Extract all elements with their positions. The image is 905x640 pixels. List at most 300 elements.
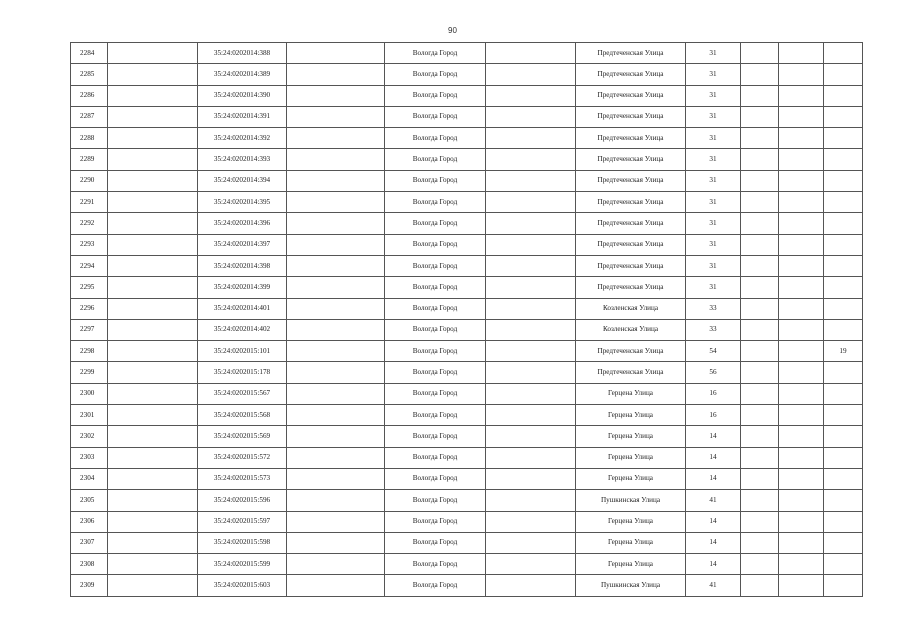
empty-cell <box>486 490 576 511</box>
empty-cell <box>486 319 576 340</box>
empty-cell <box>108 447 198 468</box>
row-number-cell: 2303 <box>71 447 108 468</box>
city-cell: Вологда Город <box>385 85 486 106</box>
empty-cell <box>108 362 198 383</box>
city-cell: Вологда Город <box>385 405 486 426</box>
street-cell: Предтеченская Улица <box>576 43 686 64</box>
row-number-cell: 2309 <box>71 575 108 596</box>
empty-cell <box>741 575 779 596</box>
empty-cell <box>287 149 385 170</box>
empty-cell <box>779 106 824 127</box>
cadastral-number-cell: 35:24:0202014:401 <box>198 298 287 319</box>
empty-cell <box>287 511 385 532</box>
house-number-cell: 56 <box>686 362 741 383</box>
city-cell: Вологда Город <box>385 468 486 489</box>
empty-cell <box>741 64 779 85</box>
house-number-cell: 31 <box>686 128 741 149</box>
table-row <box>71 554 863 575</box>
street-cell: Герцена Улица <box>576 532 686 553</box>
empty-cell <box>779 213 824 234</box>
apartment-cell <box>824 170 863 191</box>
empty-cell <box>486 255 576 276</box>
empty-cell <box>779 405 824 426</box>
empty-cell <box>287 447 385 468</box>
empty-cell <box>741 383 779 404</box>
table-row <box>71 128 863 149</box>
empty-cell <box>287 426 385 447</box>
empty-cell <box>779 468 824 489</box>
cadastral-number-cell: 35:24:0202015:569 <box>198 426 287 447</box>
empty-cell <box>287 64 385 85</box>
street-cell: Герцена Улица <box>576 383 686 404</box>
street-cell: Предтеченская Улица <box>576 213 686 234</box>
city-cell: Вологда Город <box>385 255 486 276</box>
row-number-cell: 2288 <box>71 128 108 149</box>
apartment-cell <box>824 277 863 298</box>
empty-cell <box>741 234 779 255</box>
street-cell: Предтеченская Улица <box>576 149 686 170</box>
empty-cell <box>741 128 779 149</box>
empty-cell <box>779 362 824 383</box>
empty-cell <box>741 213 779 234</box>
empty-cell <box>287 405 385 426</box>
apartment-cell <box>824 255 863 276</box>
apartment-cell <box>824 234 863 255</box>
apartment-cell: 19 <box>824 341 863 362</box>
empty-cell <box>108 255 198 276</box>
house-number-cell: 31 <box>686 234 741 255</box>
row-number-cell: 2289 <box>71 149 108 170</box>
house-number-cell: 31 <box>686 170 741 191</box>
street-cell: Пушкинская Улица <box>576 575 686 596</box>
city-cell: Вологда Город <box>385 362 486 383</box>
street-cell: Герцена Улица <box>576 447 686 468</box>
empty-cell <box>486 106 576 127</box>
empty-cell <box>741 341 779 362</box>
house-number-cell: 33 <box>686 298 741 319</box>
empty-cell <box>741 43 779 64</box>
empty-cell <box>486 447 576 468</box>
street-cell: Предтеченская Улица <box>576 277 686 298</box>
empty-cell <box>108 213 198 234</box>
table-row <box>71 511 863 532</box>
street-cell: Пушкинская Улица <box>576 490 686 511</box>
empty-cell <box>741 554 779 575</box>
cadastral-number-cell: 35:24:0202014:392 <box>198 128 287 149</box>
cadastral-number-cell: 35:24:0202015:603 <box>198 575 287 596</box>
street-cell: Предтеченская Улица <box>576 128 686 149</box>
row-number-cell: 2300 <box>71 383 108 404</box>
cadastral-number-cell: 35:24:0202015:597 <box>198 511 287 532</box>
empty-cell <box>486 85 576 106</box>
cadastral-number-cell: 35:24:0202014:397 <box>198 234 287 255</box>
empty-cell <box>108 149 198 170</box>
street-cell: Предтеченская Улица <box>576 255 686 276</box>
cadastral-number-cell: 35:24:0202015:572 <box>198 447 287 468</box>
empty-cell <box>287 319 385 340</box>
city-cell: Вологда Город <box>385 426 486 447</box>
apartment-cell <box>824 192 863 213</box>
empty-cell <box>486 192 576 213</box>
apartment-cell <box>824 128 863 149</box>
empty-cell <box>779 43 824 64</box>
table-row <box>71 149 863 170</box>
empty-cell <box>108 341 198 362</box>
table-row <box>71 43 863 64</box>
empty-cell <box>779 298 824 319</box>
row-number-cell: 2307 <box>71 532 108 553</box>
empty-cell <box>779 383 824 404</box>
city-cell: Вологда Город <box>385 532 486 553</box>
empty-cell <box>287 298 385 319</box>
empty-cell <box>486 426 576 447</box>
empty-cell <box>486 43 576 64</box>
city-cell: Вологда Город <box>385 234 486 255</box>
apartment-cell <box>824 490 863 511</box>
house-number-cell: 14 <box>686 426 741 447</box>
table-row <box>71 234 863 255</box>
empty-cell <box>779 234 824 255</box>
house-number-cell: 31 <box>686 64 741 85</box>
empty-cell <box>486 298 576 319</box>
row-number-cell: 2297 <box>71 319 108 340</box>
house-number-cell: 31 <box>686 106 741 127</box>
empty-cell <box>287 85 385 106</box>
row-number-cell: 2305 <box>71 490 108 511</box>
cadastral-number-cell: 35:24:0202014:396 <box>198 213 287 234</box>
empty-cell <box>287 106 385 127</box>
table-row <box>71 447 863 468</box>
apartment-cell <box>824 511 863 532</box>
apartment-cell <box>824 468 863 489</box>
house-number-cell: 31 <box>686 255 741 276</box>
cadastral-number-cell: 35:24:0202014:389 <box>198 64 287 85</box>
empty-cell <box>779 192 824 213</box>
table-row <box>71 170 863 191</box>
empty-cell <box>108 426 198 447</box>
empty-cell <box>779 149 824 170</box>
empty-cell <box>108 490 198 511</box>
empty-cell <box>741 255 779 276</box>
empty-cell <box>287 277 385 298</box>
empty-cell <box>779 85 824 106</box>
apartment-cell <box>824 447 863 468</box>
cadastral-number-cell: 35:24:0202015:573 <box>198 468 287 489</box>
house-number-cell: 31 <box>686 213 741 234</box>
city-cell: Вологда Город <box>385 554 486 575</box>
empty-cell <box>486 405 576 426</box>
empty-cell <box>741 277 779 298</box>
row-number-cell: 2301 <box>71 405 108 426</box>
street-cell: Герцена Улица <box>576 511 686 532</box>
apartment-cell <box>824 554 863 575</box>
cadastral-number-cell: 35:24:0202015:596 <box>198 490 287 511</box>
city-cell: Вологда Город <box>385 490 486 511</box>
empty-cell <box>741 447 779 468</box>
empty-cell <box>486 64 576 85</box>
empty-cell <box>108 64 198 85</box>
empty-cell <box>108 575 198 596</box>
house-number-cell: 33 <box>686 319 741 340</box>
table-row <box>71 298 863 319</box>
city-cell: Вологда Город <box>385 298 486 319</box>
cadastral-number-cell: 35:24:0202015:598 <box>198 532 287 553</box>
empty-cell <box>741 106 779 127</box>
empty-cell <box>287 234 385 255</box>
apartment-cell <box>824 532 863 553</box>
table-row <box>71 362 863 383</box>
empty-cell <box>287 383 385 404</box>
row-number-cell: 2287 <box>71 106 108 127</box>
house-number-cell: 16 <box>686 383 741 404</box>
cadastral-number-cell: 35:24:0202015:178 <box>198 362 287 383</box>
empty-cell <box>287 341 385 362</box>
table-row <box>71 64 863 85</box>
empty-cell <box>741 319 779 340</box>
empty-cell <box>287 213 385 234</box>
empty-cell <box>108 554 198 575</box>
empty-cell <box>741 490 779 511</box>
empty-cell <box>741 468 779 489</box>
empty-cell <box>486 532 576 553</box>
empty-cell <box>741 511 779 532</box>
row-number-cell: 2291 <box>71 192 108 213</box>
empty-cell <box>108 85 198 106</box>
row-number-cell: 2284 <box>71 43 108 64</box>
city-cell: Вологда Город <box>385 383 486 404</box>
house-number-cell: 14 <box>686 447 741 468</box>
city-cell: Вологда Город <box>385 447 486 468</box>
empty-cell <box>486 468 576 489</box>
empty-cell <box>779 575 824 596</box>
cadastral-number-cell: 35:24:0202015:567 <box>198 383 287 404</box>
street-cell: Герцена Улица <box>576 405 686 426</box>
apartment-cell <box>824 106 863 127</box>
table-row <box>71 532 863 553</box>
house-number-cell: 31 <box>686 85 741 106</box>
empty-cell <box>486 234 576 255</box>
registry-table <box>70 42 863 597</box>
street-cell: Предтеченская Улица <box>576 362 686 383</box>
city-cell: Вологда Город <box>385 170 486 191</box>
empty-cell <box>108 383 198 404</box>
city-cell: Вологда Город <box>385 319 486 340</box>
house-number-cell: 31 <box>686 149 741 170</box>
cadastral-number-cell: 35:24:0202014:395 <box>198 192 287 213</box>
empty-cell <box>287 43 385 64</box>
table-row <box>71 277 863 298</box>
apartment-cell <box>824 383 863 404</box>
empty-cell <box>486 341 576 362</box>
street-cell: Предтеченская Улица <box>576 106 686 127</box>
street-cell: Предтеченская Улица <box>576 64 686 85</box>
apartment-cell <box>824 149 863 170</box>
street-cell: Предтеченская Улица <box>576 85 686 106</box>
empty-cell <box>108 319 198 340</box>
apartment-cell <box>824 319 863 340</box>
city-cell: Вологда Город <box>385 213 486 234</box>
apartment-cell <box>824 213 863 234</box>
empty-cell <box>741 298 779 319</box>
table-row <box>71 106 863 127</box>
empty-cell <box>486 575 576 596</box>
cadastral-number-cell: 35:24:0202014:402 <box>198 319 287 340</box>
street-cell: Предтеченская Улица <box>576 170 686 191</box>
apartment-cell <box>824 405 863 426</box>
table-row <box>71 405 863 426</box>
row-number-cell: 2295 <box>71 277 108 298</box>
empty-cell <box>108 234 198 255</box>
empty-cell <box>779 447 824 468</box>
cadastral-number-cell: 35:24:0202014:390 <box>198 85 287 106</box>
table-row <box>71 468 863 489</box>
cadastral-number-cell: 35:24:0202014:398 <box>198 255 287 276</box>
city-cell: Вологда Город <box>385 106 486 127</box>
empty-cell <box>108 170 198 191</box>
street-cell: Козленская Улица <box>576 319 686 340</box>
empty-cell <box>108 106 198 127</box>
empty-cell <box>741 405 779 426</box>
row-number-cell: 2293 <box>71 234 108 255</box>
house-number-cell: 31 <box>686 277 741 298</box>
street-cell: Предтеченская Улица <box>576 341 686 362</box>
table-row <box>71 213 863 234</box>
cadastral-number-cell: 35:24:0202014:388 <box>198 43 287 64</box>
table-row <box>71 85 863 106</box>
house-number-cell: 41 <box>686 575 741 596</box>
empty-cell <box>779 255 824 276</box>
empty-cell <box>779 128 824 149</box>
empty-cell <box>779 426 824 447</box>
row-number-cell: 2298 <box>71 341 108 362</box>
empty-cell <box>486 170 576 191</box>
table-row <box>71 192 863 213</box>
table-body <box>71 43 863 597</box>
apartment-cell <box>824 426 863 447</box>
street-cell: Предтеченская Улица <box>576 192 686 213</box>
empty-cell <box>287 532 385 553</box>
row-number-cell: 2308 <box>71 554 108 575</box>
empty-cell <box>486 383 576 404</box>
house-number-cell: 54 <box>686 341 741 362</box>
empty-cell <box>108 532 198 553</box>
cadastral-number-cell: 35:24:0202014:394 <box>198 170 287 191</box>
empty-cell <box>741 362 779 383</box>
empty-cell <box>741 170 779 191</box>
empty-cell <box>779 277 824 298</box>
apartment-cell <box>824 298 863 319</box>
empty-cell <box>741 149 779 170</box>
empty-cell <box>108 405 198 426</box>
table-row <box>71 255 863 276</box>
apartment-cell <box>824 64 863 85</box>
row-number-cell: 2304 <box>71 468 108 489</box>
row-number-cell: 2292 <box>71 213 108 234</box>
street-cell: Предтеченская Улица <box>576 234 686 255</box>
city-cell: Вологда Город <box>385 43 486 64</box>
city-cell: Вологда Город <box>385 128 486 149</box>
apartment-cell <box>824 575 863 596</box>
row-number-cell: 2306 <box>71 511 108 532</box>
house-number-cell: 14 <box>686 554 741 575</box>
empty-cell <box>486 362 576 383</box>
table-row <box>71 490 863 511</box>
empty-cell <box>486 277 576 298</box>
empty-cell <box>287 490 385 511</box>
empty-cell <box>741 426 779 447</box>
row-number-cell: 2299 <box>71 362 108 383</box>
table-row <box>71 341 863 362</box>
empty-cell <box>779 532 824 553</box>
street-cell: Герцена Улица <box>576 554 686 575</box>
street-cell: Герцена Улица <box>576 468 686 489</box>
empty-cell <box>108 43 198 64</box>
empty-cell <box>108 128 198 149</box>
cadastral-number-cell: 35:24:0202015:101 <box>198 341 287 362</box>
street-cell: Козленская Улица <box>576 298 686 319</box>
row-number-cell: 2290 <box>71 170 108 191</box>
empty-cell <box>287 575 385 596</box>
empty-cell <box>287 468 385 489</box>
empty-cell <box>287 192 385 213</box>
row-number-cell: 2286 <box>71 85 108 106</box>
empty-cell <box>486 213 576 234</box>
empty-cell <box>486 149 576 170</box>
empty-cell <box>287 554 385 575</box>
city-cell: Вологда Город <box>385 341 486 362</box>
table-row <box>71 426 863 447</box>
empty-cell <box>287 170 385 191</box>
house-number-cell: 14 <box>686 511 741 532</box>
empty-cell <box>108 277 198 298</box>
empty-cell <box>779 341 824 362</box>
city-cell: Вологда Город <box>385 511 486 532</box>
empty-cell <box>779 64 824 85</box>
empty-cell <box>108 192 198 213</box>
table-row <box>71 319 863 340</box>
house-number-cell: 41 <box>686 490 741 511</box>
street-cell: Герцена Улица <box>576 426 686 447</box>
cadastral-number-cell: 35:24:0202014:399 <box>198 277 287 298</box>
apartment-cell <box>824 362 863 383</box>
house-number-cell: 16 <box>686 405 741 426</box>
cadastral-number-cell: 35:24:0202014:393 <box>198 149 287 170</box>
city-cell: Вологда Город <box>385 149 486 170</box>
empty-cell <box>779 554 824 575</box>
empty-cell <box>741 85 779 106</box>
row-number-cell: 2285 <box>71 64 108 85</box>
empty-cell <box>108 468 198 489</box>
city-cell: Вологда Город <box>385 277 486 298</box>
house-number-cell: 31 <box>686 192 741 213</box>
row-number-cell: 2294 <box>71 255 108 276</box>
empty-cell <box>779 170 824 191</box>
city-cell: Вологда Город <box>385 192 486 213</box>
empty-cell <box>108 298 198 319</box>
table-row <box>71 383 863 404</box>
row-number-cell: 2296 <box>71 298 108 319</box>
page-number: 90 <box>448 26 457 35</box>
empty-cell <box>486 554 576 575</box>
apartment-cell <box>824 85 863 106</box>
cadastral-number-cell: 35:24:0202015:599 <box>198 554 287 575</box>
house-number-cell: 31 <box>686 43 741 64</box>
house-number-cell: 14 <box>686 468 741 489</box>
empty-cell <box>486 128 576 149</box>
empty-cell <box>287 255 385 276</box>
empty-cell <box>779 490 824 511</box>
empty-cell <box>741 192 779 213</box>
